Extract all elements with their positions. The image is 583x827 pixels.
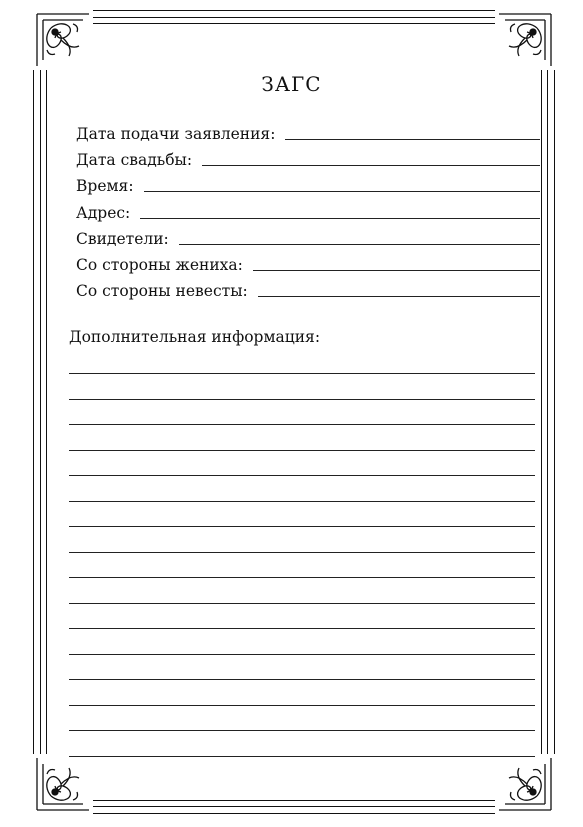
writing-line[interactable] bbox=[69, 450, 535, 451]
field-label: Дата свадьбы: bbox=[76, 151, 193, 169]
field-time bbox=[76, 173, 540, 195]
writing-line[interactable] bbox=[69, 705, 535, 706]
writing-line[interactable] bbox=[69, 475, 535, 476]
field-bride-side bbox=[76, 278, 540, 300]
writing-line[interactable] bbox=[69, 628, 535, 629]
writing-line[interactable] bbox=[69, 373, 535, 374]
writing-line[interactable] bbox=[69, 526, 535, 527]
additional-info-label: Дополнительная информация: bbox=[69, 328, 321, 346]
writing-line[interactable] bbox=[69, 756, 535, 757]
writing-line[interactable] bbox=[69, 679, 535, 680]
field-address bbox=[76, 200, 540, 222]
field-label: Время: bbox=[76, 177, 134, 195]
fill-line[interactable] bbox=[258, 296, 540, 297]
field-wedding-date bbox=[76, 147, 540, 169]
field-label: Дата подачи заявления: bbox=[76, 125, 276, 143]
fill-line[interactable] bbox=[202, 165, 540, 166]
page-title: ЗАГС bbox=[261, 72, 322, 96]
ornament-corner-icon bbox=[495, 754, 555, 814]
writing-line[interactable] bbox=[69, 603, 535, 604]
writing-line[interactable] bbox=[69, 424, 535, 425]
field-label: Свидетели: bbox=[76, 230, 169, 248]
writing-line[interactable] bbox=[69, 399, 535, 400]
writing-line[interactable] bbox=[69, 654, 535, 655]
writing-line[interactable] bbox=[69, 501, 535, 502]
fill-line[interactable] bbox=[285, 139, 540, 140]
fill-line[interactable] bbox=[253, 270, 540, 271]
writing-line[interactable] bbox=[69, 730, 535, 731]
writing-line[interactable] bbox=[69, 577, 535, 578]
ornament-corner-icon bbox=[33, 10, 93, 70]
field-label: Со стороны жениха: bbox=[76, 256, 243, 274]
field-application-date bbox=[76, 121, 540, 143]
field-label: Со стороны невесты: bbox=[76, 282, 248, 300]
field-groom-side bbox=[76, 252, 540, 274]
fill-line[interactable] bbox=[179, 244, 540, 245]
writing-line[interactable] bbox=[69, 552, 535, 553]
field-label: Адрес: bbox=[76, 204, 131, 222]
fill-line[interactable] bbox=[144, 191, 540, 192]
ornament-corner-icon bbox=[495, 10, 555, 70]
field-witnesses bbox=[76, 226, 540, 248]
ornament-corner-icon bbox=[33, 754, 93, 814]
fill-line[interactable] bbox=[140, 218, 540, 219]
